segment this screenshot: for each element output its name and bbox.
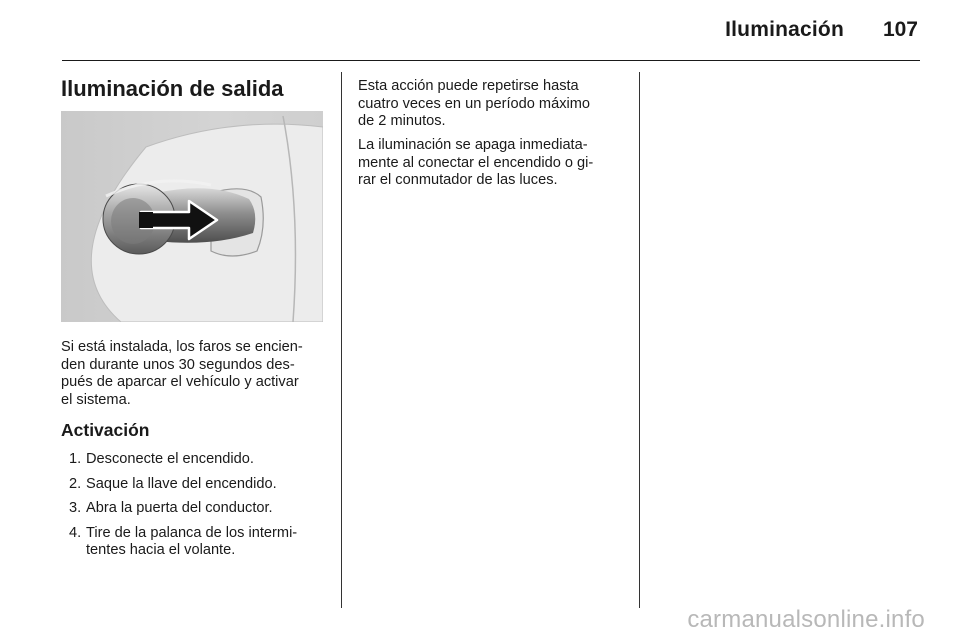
list-item [61, 451, 331, 469]
paragraph-line: mente al conectar el encendido o gi- [358, 154, 594, 171]
watermark: carmanualsonline.info [687, 606, 925, 633]
step-number: 1. [69, 451, 82, 467]
intro-line: den durante unos 30 segundos des- [61, 356, 295, 373]
header-rule [62, 60, 920, 61]
page-number: 107 [882, 18, 918, 41]
paragraph-line: La iluminación se apaga inmediata- [358, 137, 588, 153]
repeat-paragraph [358, 78, 633, 131]
list-item [61, 476, 331, 494]
turn-signal-lever-illustration [61, 111, 323, 322]
step-text: Abra la puerta del conductor. [86, 500, 273, 516]
step-number: 3. [69, 500, 82, 516]
step-number: 2. [69, 475, 82, 492]
header-title: Iluminación [725, 18, 844, 41]
intro-line: pués de aparcar el vehículo y activar [61, 374, 299, 390]
list-item [61, 500, 331, 518]
intro-line: el sistema. [61, 391, 131, 408]
switch-off-paragraph [358, 137, 633, 190]
paragraph-line: de 2 minutos. [358, 113, 446, 129]
step-text: Tire de la palanca de los intermi- [86, 524, 298, 541]
intro-line: Si está instalada, los faros se encien- [61, 339, 303, 355]
paragraph-line: cuatro veces en un período máximo [358, 95, 591, 112]
intro-paragraph [61, 339, 336, 409]
step-text: Desconecte el encendido. [86, 451, 254, 467]
step-text: tentes hacia el volante. [86, 542, 236, 558]
column-divider-left [341, 72, 342, 608]
lever-figure [61, 111, 323, 322]
paragraph-line: Esta acción puede repetirse hasta [358, 78, 579, 94]
section-title: Iluminación de salida [61, 76, 284, 101]
steps-list [61, 451, 331, 567]
step-number: 4. [69, 524, 82, 541]
list-item [61, 525, 331, 560]
paragraph-line: rar el conmutador de las luces. [358, 172, 558, 188]
step-text: Saque la llave del encendido. [86, 475, 277, 492]
subheading-activation: Activación [61, 420, 150, 440]
column-divider-right [639, 72, 640, 608]
